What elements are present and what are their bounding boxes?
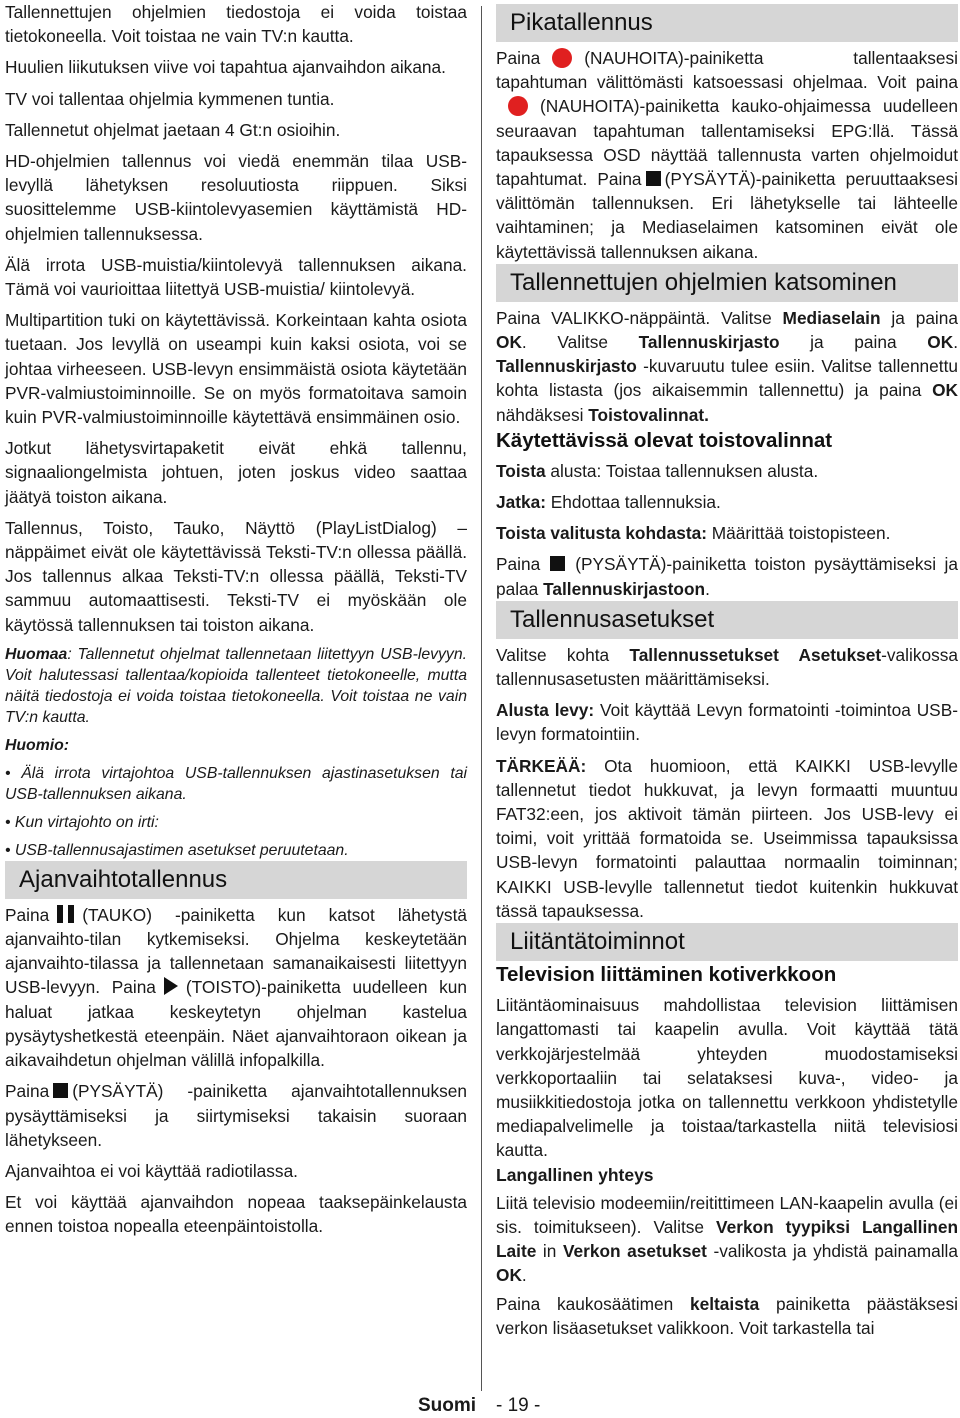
paragraph: Tallennetut ohjelmat jaetaan 4 Gt:n osioihin.	[5, 119, 341, 140]
note-paragraph	[5, 644, 467, 728]
stop-icon	[550, 556, 565, 571]
note-text: : Tallennetut ohjelmat tallennetaan liitettyyn USB-levyyn. Voit halutessasi tallentaa/kopioida tallenteet tietokoneelle, mutta näitä tiedostoja ei voida toistaa tietokoneella. Voit toistaa ne vain TV:n kautta.	[5, 645, 467, 726]
paragraph: TV voi tallentaa ohjelmia kymmenen tuntia.	[5, 88, 335, 109]
play-icon	[164, 977, 178, 995]
bullet-item: • Älä irrota virtajohtoa USB-tallennuksen ajastinasetuksen tai USB-tallennuksen aikana.	[5, 764, 467, 803]
subheading-playback-options: Käytettävissä olevat toistovalinnat	[496, 428, 833, 452]
paragraph: Paina (PYSÄYTÄ) -painiketta ajanvaihtotallennuksen pysäyttämiseksi ja siirtymiseksi takaisin suoraan lähetykseen.	[5, 1081, 467, 1150]
paragraph: Liitä televisio modeemiin/reitittimeen LAN-kaapelin avulla (ei sis. toimitukseen). Valitse Verkon tyypiksi Langallinen Laite in Verkon asetukset -valikosta ja yhdistä painamalla OK.	[496, 1192, 959, 1286]
bullet-item: • Kun virtajohto on irti:	[5, 813, 159, 831]
paragraph: Jotkut lähetysvirtapaketit eivät ehkä tallennu, signaaliongelmista johtuen, joten joskus video saattaa jäätyä toiston aikana.	[5, 438, 467, 507]
paragraph: Älä irrota USB-muistia/kiintolevyä tallennuksen aikana. Tämä voi vaurioittaa liitettyä USB-muistia/ kiintolevyä.	[5, 254, 467, 300]
note2-label: Huomio:	[5, 736, 70, 754]
footer-language: Suomi	[418, 1395, 477, 1416]
paragraph: Paina (TAUKO) -painiketta kun katsot lähetystä ajanvaihto-tilan kytkemiseksi. Ohjelma keskeytetään ajanvaihto-tilassa ja tallennetaan samanaikaisesti liitettyyn USB-levyyn. Paina (TOISTO)-painiketta uudelleen kun haluat jatkaa keskeytetyn ohjelman kastelua pysäytyshetkestä eteenpäin. Näet ajanvaihtoraon oikean ja aikavaihdetun ohjelman välillä infopalkilla.	[5, 904, 467, 1071]
section-heading-timeshift: Ajanvaihtotallennus	[5, 861, 467, 899]
column-divider	[481, 6, 482, 1391]
subheading-home-network: Television liittäminen kotiverkkoon	[496, 963, 837, 987]
paragraph: Paina (NAUHOITA)-painiketta tallentaaksesi tapahtuman välittömästi katsoessasi ohjelmaa. Voit paina(NAUHOITA)-painiketta kauko-ohjaimessa uudelleen seuraavan tapahtuman tallentamiseksi EPG:llä. Tässä tapauksessa OSD näyttää tallennusta varten ohjelmoidut tapahtumat. Paina (PYSÄYTÄ)-painiketta peruuttaaksesi välittömän tallennuksen. Eri lähetykselle tai lähteelle vaihtaminen; ja Mediaselaimen katsominen eivät ole käytettävissä tallennuksen aikana.	[496, 48, 958, 262]
record-icon	[552, 48, 572, 68]
paragraph: Jatka: Ehdottaa tallennuksia.	[496, 492, 721, 513]
paragraph: Liitäntäominaisuus mahdollistaa television liittämisen langattomasti tai kaapelin avulla. Voit käyttää tätä verkkojärjestelmää yhteyden muodostamiseksi verkkoportaaliin tai selataksesi kuva-, video- ja musiikkitiedostoja jotka on tallennettu verkkoon yhdistetylle mediapalvelimelle ja toistaa/tarkastella niitä televisiosi kautta.	[496, 995, 958, 1161]
page-number: - 19 -	[496, 1395, 541, 1416]
paragraph: Paina kaukosäätimen keltaista painiketta päästäksesi verkon lisäasetukset valikkoon. Voit tarkastella tai	[496, 1293, 958, 1338]
subheading-wired: Langallinen yhteys	[496, 1164, 654, 1185]
stop-icon	[646, 171, 661, 186]
section-heading-connectivity: Liitäntätoiminnot	[496, 923, 958, 961]
paragraph: Paina (PYSÄYTÄ)-painiketta toiston pysäyttämiseksi ja palaa Tallennuskirjastoon.	[496, 554, 958, 599]
stop-icon	[53, 1083, 68, 1098]
paragraph: Toista alusta: Toistaa tallennuksen alusta.	[496, 460, 819, 481]
paragraph: Multipartition tuki on käytettävissä. Korkeintaan kahta osiota tuetaan. Jos levyllä on useampi kuin kaksi osiota, voi se johtaa virheeseen. USB-levyn ensimmäistä osiota käytetään PVR-valmiustoiminnoille. Se on myös formatoitava samoin kuin PVR-valmiustoiminnoille käytettävä ensimmäinen osio.	[5, 310, 467, 428]
left-column	[5, 0, 467, 1239]
paragraph: HD-ohjelmien tallennus voi viedä enemmän tilaa USB-levyllä lähetyksen resoluutiosta riippuen. Siksi suosittelemme USB-kiintolevyasemien käyttämistä HD-ohjelmien tallennuksessa.	[5, 151, 467, 244]
paragraph: Valitse kohta Tallennussetukset Asetukset-valikossa tallennusasetusten määrittämiseksi.	[496, 644, 958, 690]
paragraph: Alusta levy: Voit käyttää Levyn formatointi -toimintoa USB-levyn formatointiin.	[496, 700, 958, 745]
paragraph: Tallennettujen ohjelmien tiedostoja ei voida toistaa tietokoneella. Voit toistaa ne vain TV:n kautta.	[5, 2, 467, 47]
paragraph: Paina VALIKKO-näppäintä. Valitse Mediaselain ja paina OK. Valitse Tallennuskirjasto ja paina OK. Tallennuskirjasto -kuvaruutu tulee esiin. Valitse tallennettu kohta listasta (jos aikaisemmin tallennettu) ja paina OK nähdäksesi Toistovalinnat.	[496, 307, 958, 425]
section-heading-watch-recordings: Tallennettujen ohjelmien katsominen	[496, 264, 958, 302]
paragraph: TÄRKEÄÄ: Ota huomioon, että KAIKKI USB-levylle tallennetut tiedot hukkuvat, ja levyn formaatti muuntuu FAT32:een, jos aktivoit tämän piirteen. Jos USB-levy ei toimi, voit yrittää formatoida se. Useimmissa tapauksissa USB-levyn formatointi palauttaa normaalin toiminnan; KAIKKI USB-levylle tallennetut tiedot kuitenkin hukkuvat tässä tapauksessa.	[496, 755, 958, 921]
right-column	[496, 0, 958, 1340]
section-heading-record-settings: Tallennusasetukset	[496, 601, 958, 639]
paragraph: Et voi käyttää ajanvaihdon nopeaa taaksepäinkelausta ennen toistoa nopealla eteenpäintoistolla.	[5, 1192, 467, 1237]
paragraph: Tallennus, Toisto, Tauko, Näyttö (PlayListDialog) –näppäimet eivät ole käytettävissä Teksti-TV:n ollessa päällä. Jos tallennus alkaa Teksti-TV:n ollessa päällä, Teksti-TV sammuu automaattisesti. Teksti-TV ei myöskään ole käytössä tallennuksen tai toiston aikana.	[5, 517, 467, 635]
paragraph: Ajanvaihtoa ei voi käyttää radiotilassa.	[5, 1160, 298, 1181]
paragraph: Toista valitusta kohdasta: Määrittää toistopisteen.	[496, 523, 891, 544]
bullet-item: • USB-tallennusajastimen asetukset peruutetaan.	[5, 841, 349, 859]
record-icon	[508, 96, 528, 116]
pause-icon	[57, 905, 74, 923]
section-heading-quick-record: Pikatallennus	[496, 4, 958, 42]
note-label: Huomaa	[5, 645, 68, 663]
paragraph: Huulien liikutuksen viive voi tapahtua ajanvaihdon aikana.	[5, 57, 446, 78]
